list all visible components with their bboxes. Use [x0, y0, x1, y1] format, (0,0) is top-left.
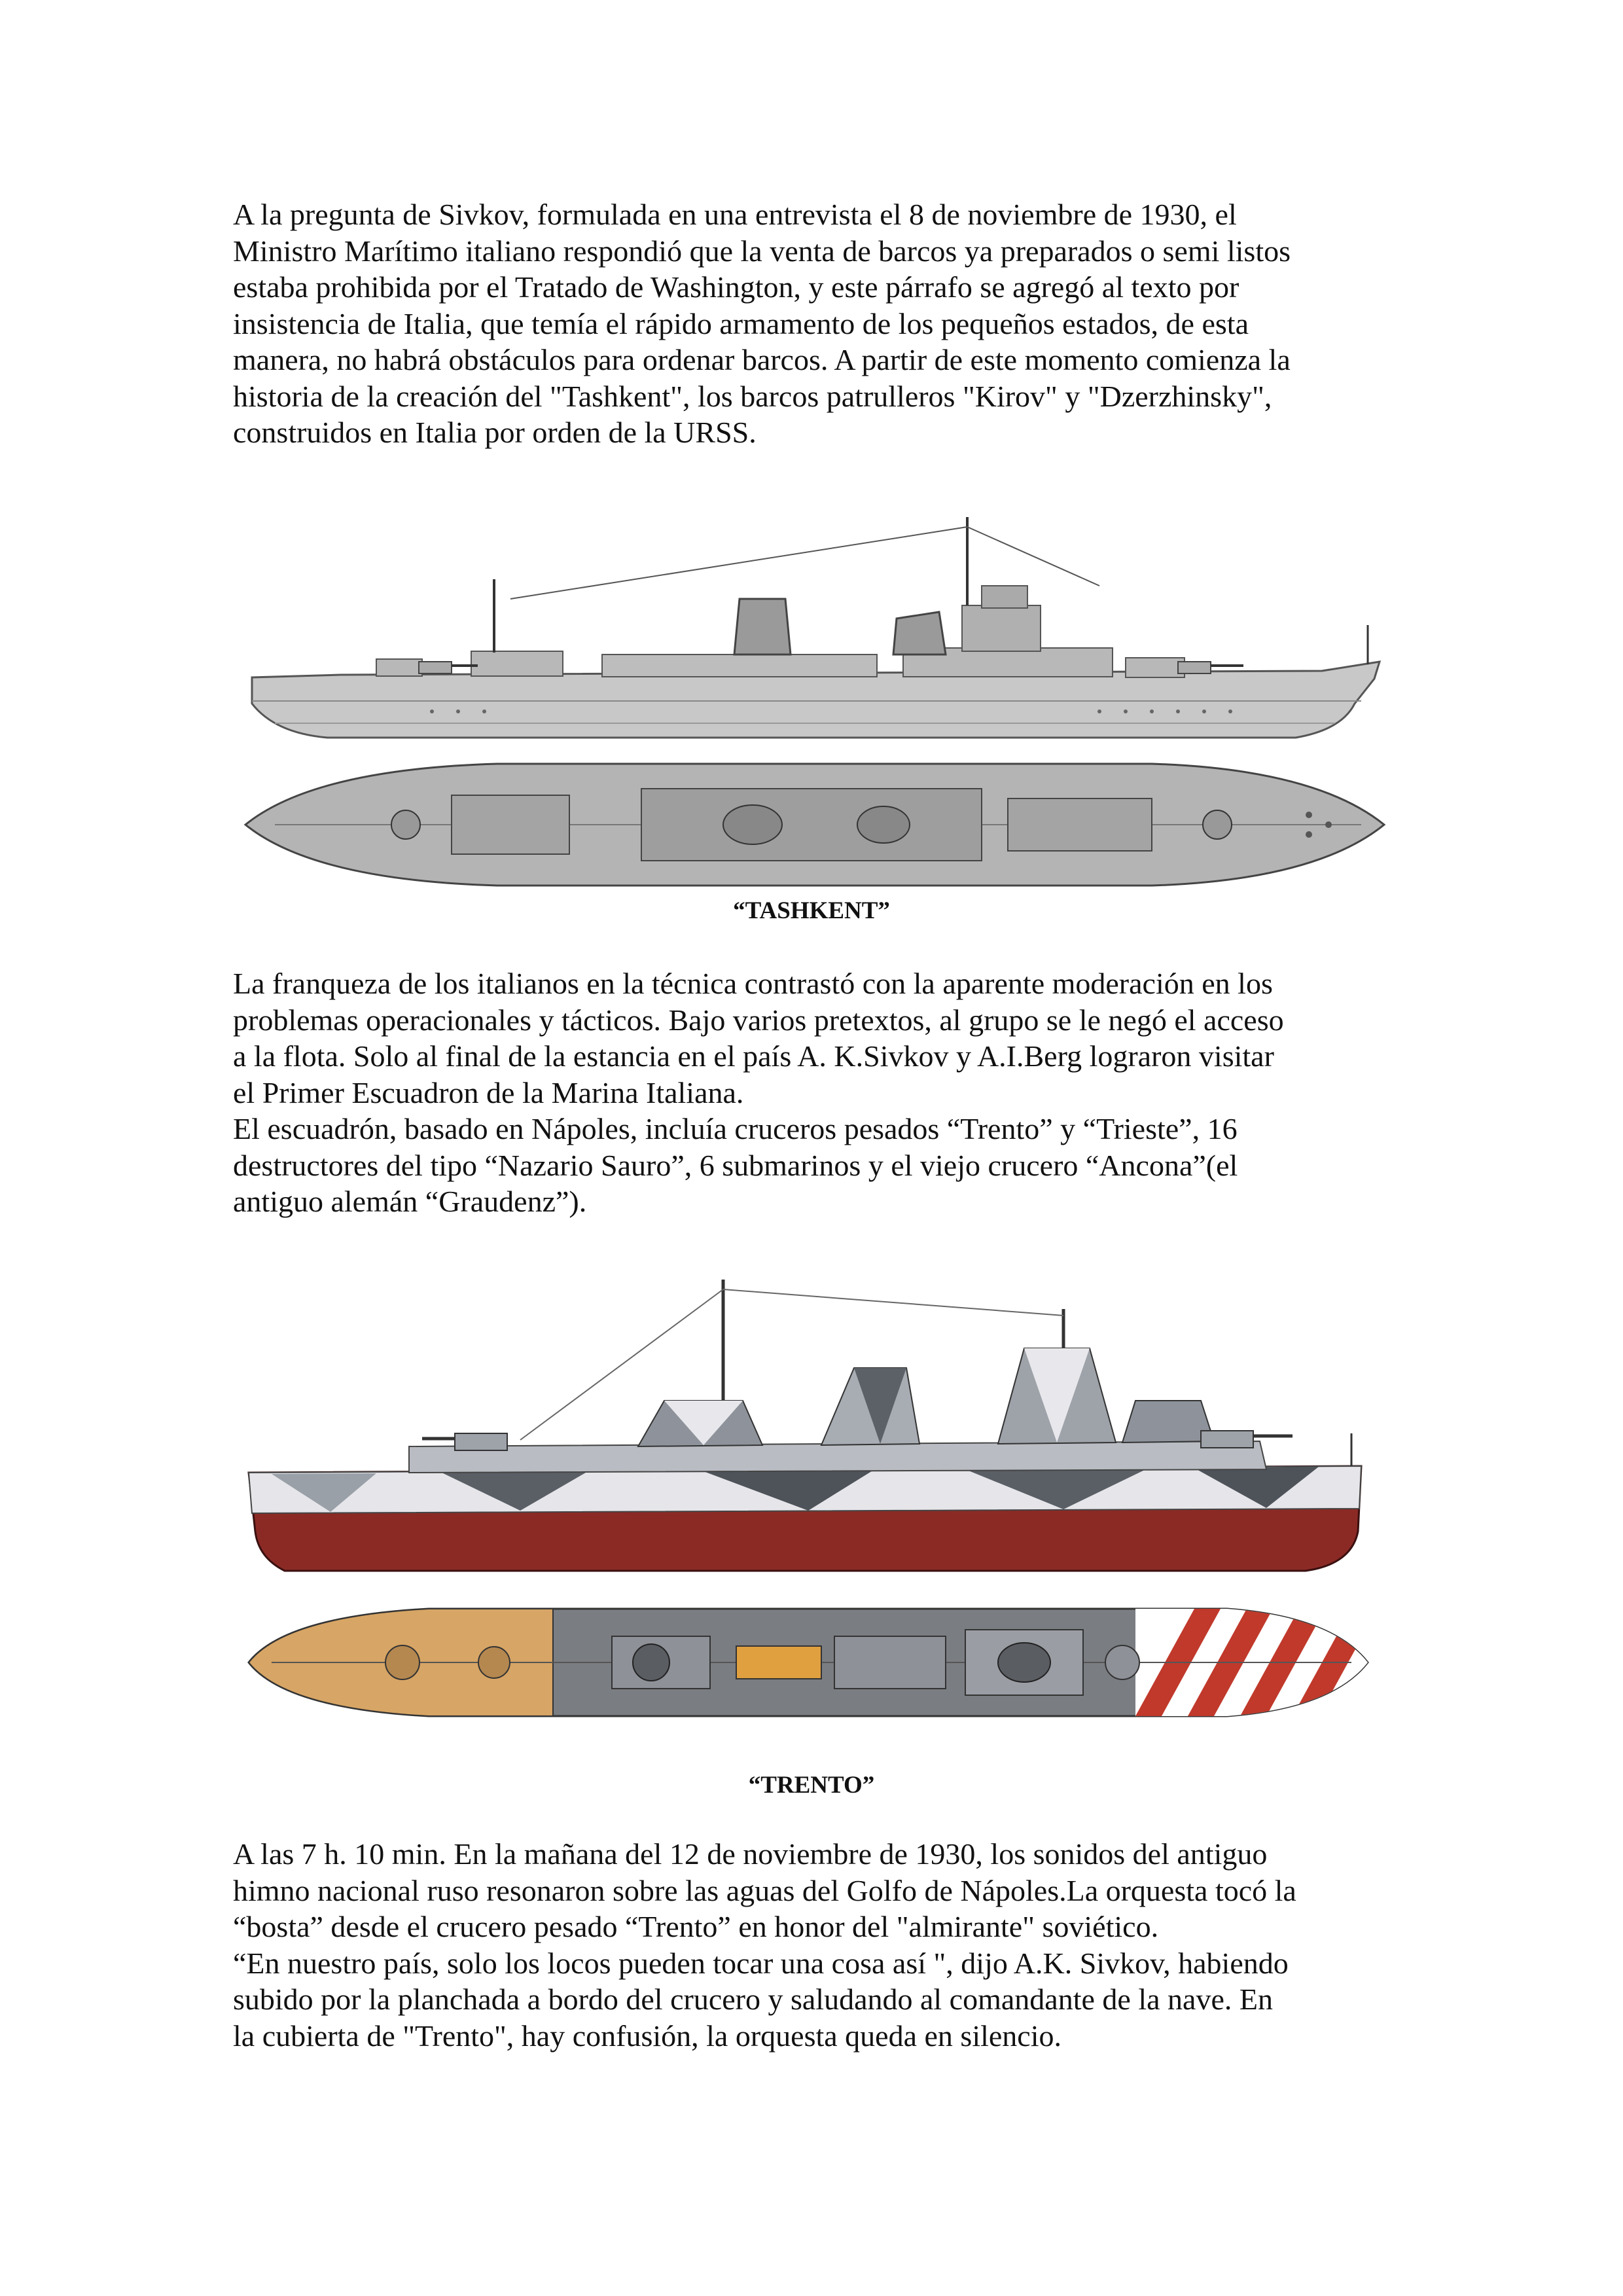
text-line: “En nuestro país, solo los locos pueden tocar una cosa así ", dijo A.K. Sivkov, habiendo	[233, 1946, 1289, 1980]
trento-plan-view	[249, 1609, 1371, 1716]
text-line: La franqueza de los italianos en la técnica contrastó con la aparente moderación en los	[233, 967, 1273, 1000]
paragraph-3	[233, 1836, 1398, 2054]
text-line: Ministro Marítimo italiano respondió que la venta de barcos ya preparados o semi listos	[233, 234, 1291, 268]
text-line: “bosta” desde el crucero pesado “Trento” en honor del "almirante" soviético.	[233, 1910, 1159, 1943]
text-line: destructores del tipo “Nazario Sauro”, 6 submarinos y el viejo crucero “Ancona”(el	[233, 1148, 1238, 1182]
text-line: la cubierta de "Trento", hay confusión, la orquesta queda en silencio.	[233, 2018, 1061, 2053]
trento-ship-illustration	[245, 1270, 1371, 1767]
paragraph-1	[233, 196, 1398, 451]
trento-profile-view	[249, 1280, 1361, 1571]
text-line: himno nacional ruso resonaron sobre las aguas del Golfo de Nápoles.La orquesta tocó la	[233, 1873, 1296, 1907]
tashkent-plan-view	[245, 764, 1384, 886]
text-line: manera, no habrá obstáculos para ordenar barcos. A partir de este momento comienza la	[233, 343, 1291, 376]
text-line: antiguo alemán “Graudenz”).	[233, 1185, 587, 1218]
figure-caption-trento: “TRENTO”	[748, 1772, 875, 1799]
text-line: estaba prohibida por el Tratado de Washington, y este párrafo se agregó al texto por	[233, 270, 1240, 304]
text-line: a la flota. Solo al final de la estancia en el país A. K.Sivkov y A.I.Berg lograron visitar	[233, 1039, 1274, 1073]
tashkent-profile-view	[252, 517, 1380, 738]
text-line: A las 7 h. 10 min. En la mañana del 12 de noviembre de 1930, los sonidos del antiguo	[233, 1837, 1268, 1871]
figure-caption-tashkent: “TASHKENT”	[733, 897, 890, 924]
paragraph-2	[233, 965, 1398, 1220]
text-line: insistencia de Italia, que temía el rápido armamento de los pequeños estados, de esta	[233, 306, 1249, 340]
text-line: problemas operacionales y tácticos. Bajo varios pretextos, al grupo se le negó el acceso	[233, 1003, 1284, 1037]
text-line: construidos en Italia por orden de la URSS.	[233, 416, 757, 449]
tashkent-ship-illustration	[236, 507, 1387, 887]
text-line: historia de la creación del "Tashkent", los barcos patrulleros "Kirov" y "Dzerzhinsky",	[233, 379, 1272, 413]
text-line: El escuadrón, basado en Nápoles, incluía cruceros pesados “Trento” y “Trieste”, 16	[233, 1112, 1238, 1145]
text-line: subido por la planchada a bordo del crucero y saludando al comandante de la nave. En	[233, 1982, 1273, 2016]
text-line: el Primer Escuadron de la Marina Italiana.	[233, 1075, 744, 1109]
text-line: A la pregunta de Sivkov, formulada en una entrevista el 8 de noviembre de 1930, el	[233, 198, 1237, 231]
